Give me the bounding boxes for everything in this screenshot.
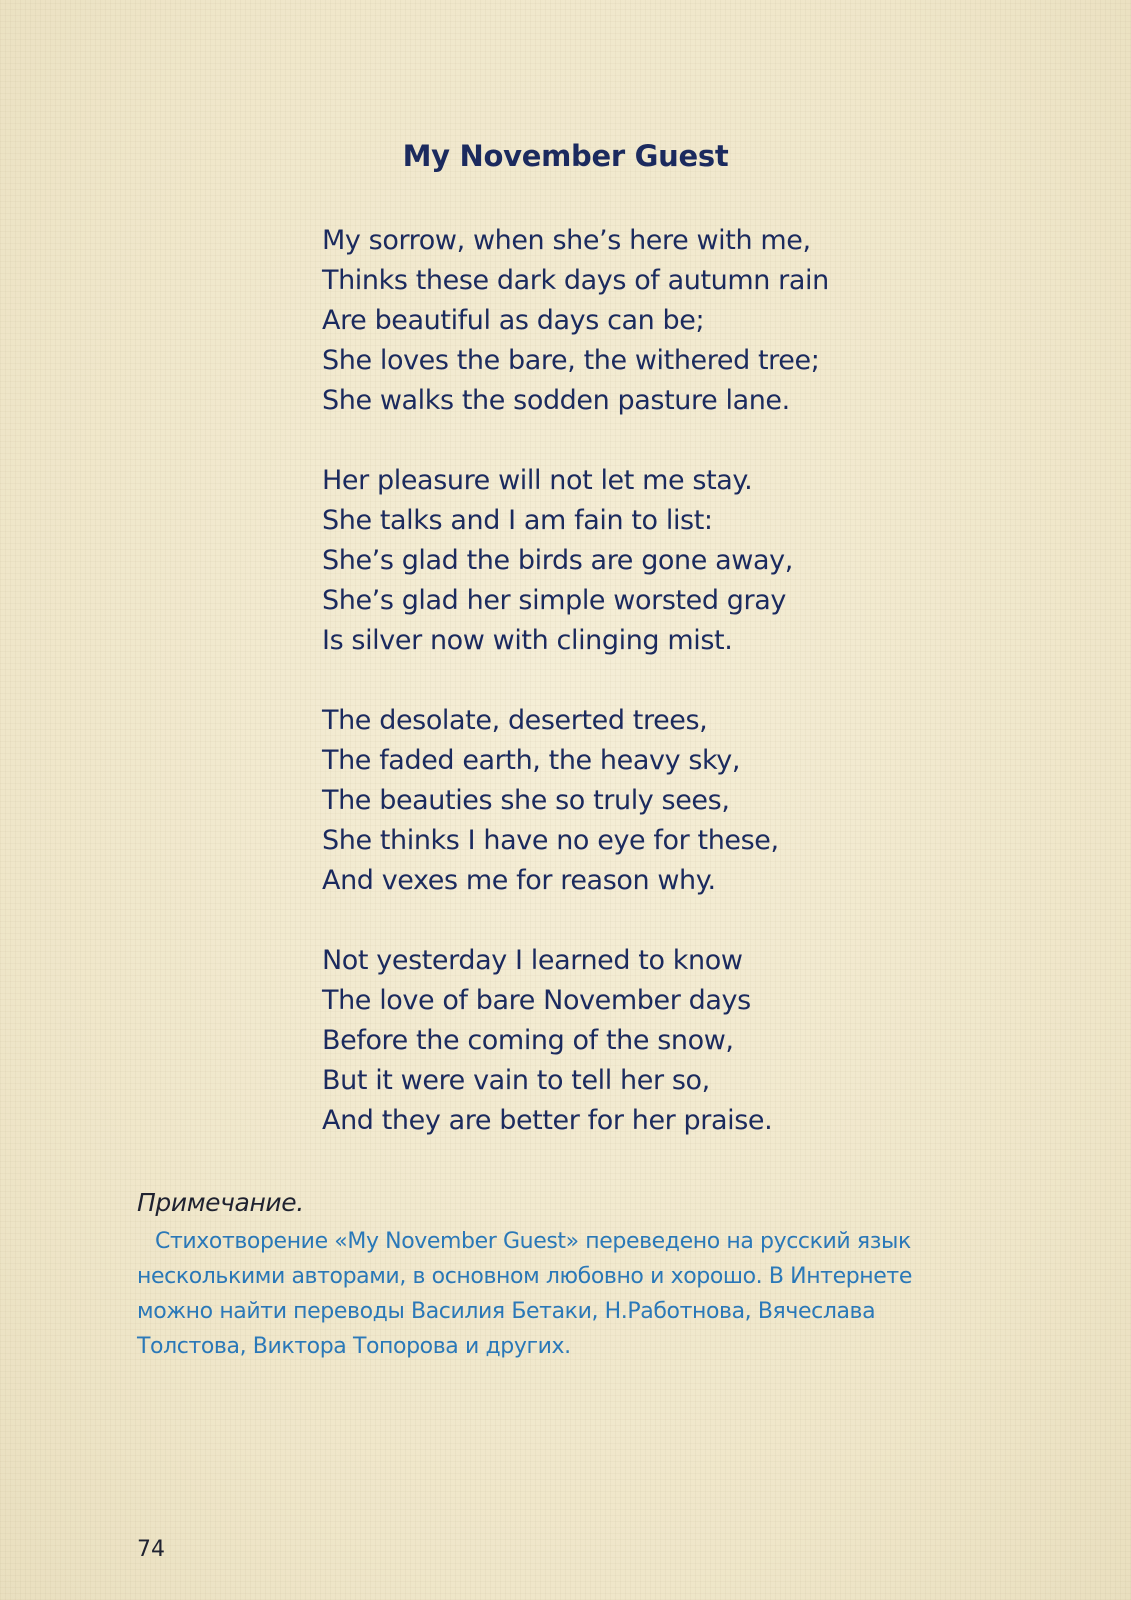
note-heading: Примечание.	[137, 1188, 304, 1217]
poem-title: My November Guest	[402, 139, 729, 173]
poem-line: Her pleasure will not let me stay.	[322, 465, 753, 496]
poem-line: The desolate, deserted trees,	[322, 705, 708, 736]
poem-line: She loves the bare, the withered tree;	[322, 345, 820, 376]
poem-line: My sorrow, when she’s here with me,	[322, 225, 811, 256]
poem-line: But it were vain to tell her so,	[322, 1065, 710, 1096]
poem-line: The faded earth, the heavy sky,	[322, 745, 741, 776]
poem-line: She’s glad the birds are gone away,	[322, 545, 793, 576]
poem-line: And they are better for her praise.	[322, 1105, 773, 1136]
stanza	[322, 461, 829, 661]
note-paragraph	[137, 1224, 957, 1364]
stanza	[322, 701, 829, 901]
page-number: 74	[137, 1537, 165, 1562]
poem-line: Is silver now with clinging mist.	[322, 625, 733, 656]
note-text: Стихотворение «My November Guest» переведено на русский язык несколькими авторами, в основном любовно и хорошо. В Интернете можно найти переводы Василия Бетаки, Н.Работнова, Вячеслава Толстова, Виктора Топорова и других.	[137, 1229, 912, 1359]
poem-line: The beauties she so truly sees,	[322, 785, 730, 816]
poem-line: She thinks I have no eye for these,	[322, 825, 779, 856]
poem-line: Not yesterday I learned to know	[322, 945, 743, 976]
poem-line: She talks and I am fain to list:	[322, 505, 713, 536]
poem-line: She walks the sodden pasture lane.	[322, 385, 790, 416]
poem-line: Are beautiful as days can be;	[322, 305, 705, 336]
poem-line: Before the coming of the snow,	[322, 1025, 734, 1056]
poem-line: And vexes me for reason why.	[322, 865, 716, 896]
poem-line: She’s glad her simple worsted gray	[322, 585, 786, 616]
stanza	[322, 941, 829, 1141]
poem-body	[322, 221, 829, 1141]
poem-line: Thinks these dark days of autumn rain	[322, 265, 829, 296]
stanza	[322, 221, 829, 421]
poem-line: The love of bare November days	[322, 985, 751, 1016]
